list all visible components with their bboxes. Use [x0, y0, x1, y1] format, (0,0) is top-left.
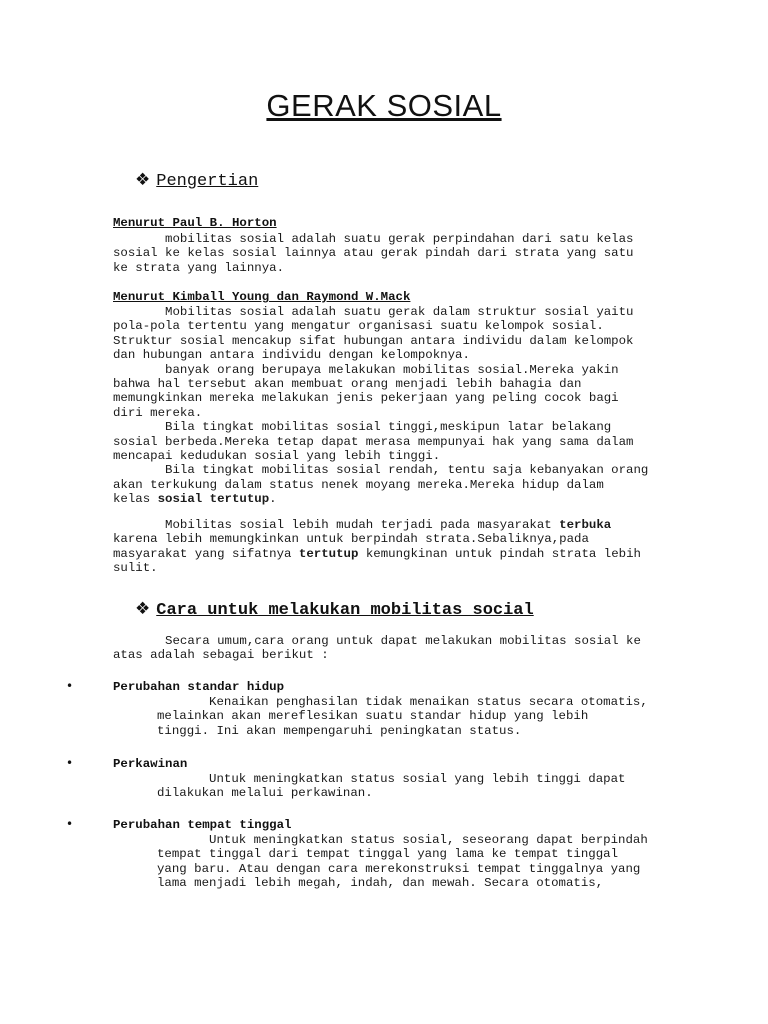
list-item-body	[157, 695, 648, 738]
list-item-title: Perubahan tempat tinggal	[113, 818, 292, 832]
text-line: tinggi. Ini akan mempengaruhi peningkatan status.	[157, 723, 522, 738]
text-line-suffix: .	[269, 492, 277, 507]
text-line: ke strata yang lainnya.	[113, 260, 285, 275]
text-line: akan terkukung dalam status nenek moyang mereka.Mereka hidup dalam	[113, 477, 604, 492]
bullet-icon: •	[66, 756, 74, 770]
text-line: karena lebih memungkinkan untuk berpindah strata.Sebaliknya,pada	[113, 532, 589, 547]
text-line: Mobilitas sosial lebih mudah terjadi pada masyarakat	[113, 518, 560, 532]
text-line: Bila tingkat mobilitas sosial rendah, tentu saja kebanyakan orang	[113, 463, 649, 478]
paragraph-horton	[113, 232, 634, 275]
bold-term-terbuka: terbuka	[559, 518, 612, 532]
text-line-prefix: kelas	[113, 492, 158, 507]
paragraph-intro	[113, 634, 641, 663]
text-line: pola-pola tertentu yang mengatur organisasi suatu kelompok sosial.	[113, 319, 604, 334]
bullet-icon: •	[66, 679, 74, 693]
text-line: Kenaikan penghasilan tidak menaikan status secara otomatis,	[157, 695, 648, 709]
text-line: atas adalah sebagai berikut :	[113, 648, 329, 663]
text-line: sosial berbeda.Mereka tetap dapat merasa mempunyai hak yang sama dalam	[113, 434, 634, 449]
text-line: Untuk meningkatkan status sosial, seseorang dapat berpindah	[157, 833, 648, 847]
diamond-bullet-icon: ❖	[135, 170, 151, 190]
text-line: Struktur sosial mencakup sifat hubungan antara individu dalam kelompok	[113, 333, 634, 348]
list-item-body	[157, 833, 648, 891]
text-line: dan hubungan antara individu dengan kelompoknya.	[113, 348, 470, 363]
text-line: mobilitas sosial adalah suatu gerak perpindahan dari satu kelas	[113, 232, 634, 246]
text-line: diri mereka.	[113, 405, 203, 420]
list-item-title: Perkawinan	[113, 757, 188, 771]
text-line: sulit.	[113, 561, 158, 576]
document-title: GERAK SOSIAL	[266, 88, 502, 123]
section-heading-text: Cara untuk melakukan mobilitas social	[156, 601, 534, 620]
text-line: kemungkinan untuk pindah strata lebih	[358, 546, 641, 561]
section-heading-cara-mobilitas	[135, 599, 534, 620]
bold-term-tertutup: tertutup	[298, 546, 359, 561]
text-line: lama menjadi lebih megah, indah, dan mewah. Secara otomatis,	[157, 876, 604, 891]
text-line: mencapai kedudukan sosial yang lebih tinggi.	[113, 449, 441, 464]
text-line: tempat tinggal dari tempat tinggal yang lama ke tempat tinggal	[157, 847, 619, 862]
paragraph-kimball-young	[113, 305, 648, 507]
text-line: melainkan akan mereflesikan suatu standar hidup yang lebih	[157, 709, 589, 724]
text-line: yang baru. Atau dengan cara merekonstruksi tempat tinggalnya yang	[157, 861, 641, 876]
text-line: Secara umum,cara orang untuk dapat melakukan mobilitas sosial ke	[113, 634, 641, 648]
list-item-body	[157, 772, 625, 801]
subheading-kimball-young: Menurut Kimball Young dan Raymond W.Mack	[113, 290, 411, 304]
bold-term-sosial-tertutup: sosial tertutup	[157, 492, 270, 507]
paragraph-masyarakat-terbuka	[113, 518, 641, 576]
list-item-title: Perubahan standar hidup	[113, 680, 285, 694]
section-heading-text: Pengertian	[156, 172, 259, 191]
text-line: sosial ke kelas sosial lainnya atau gerak pindah dari strata yang satu	[113, 246, 634, 261]
text-line: bahwa hal tersebut akan membuat orang menjadi lebih bahagia dan	[113, 377, 582, 392]
section-heading-pengertian	[135, 170, 258, 191]
subheading-paul-horton: Menurut Paul B. Horton	[113, 216, 277, 230]
text-line: masyarakat yang sifatnya	[113, 546, 299, 561]
text-line: Bila tingkat mobilitas sosial tinggi,meskipun latar belakang	[113, 420, 612, 435]
bullet-icon: •	[66, 817, 74, 831]
text-line: dilakukan melalui perkawinan.	[157, 786, 373, 801]
text-line: memungkinkan mereka melakukan jenis pekerjaan yang peling cocok bagi	[113, 391, 619, 406]
diamond-bullet-icon: ❖	[135, 599, 151, 619]
text-line: banyak orang berupaya melakukan mobilitas sosial.Mereka yakin	[113, 362, 619, 377]
text-line: Untuk meningkatkan status sosial yang lebih tinggi dapat	[157, 772, 626, 786]
text-line: Mobilitas sosial adalah suatu gerak dalam struktur sosial yaitu	[113, 305, 634, 319]
